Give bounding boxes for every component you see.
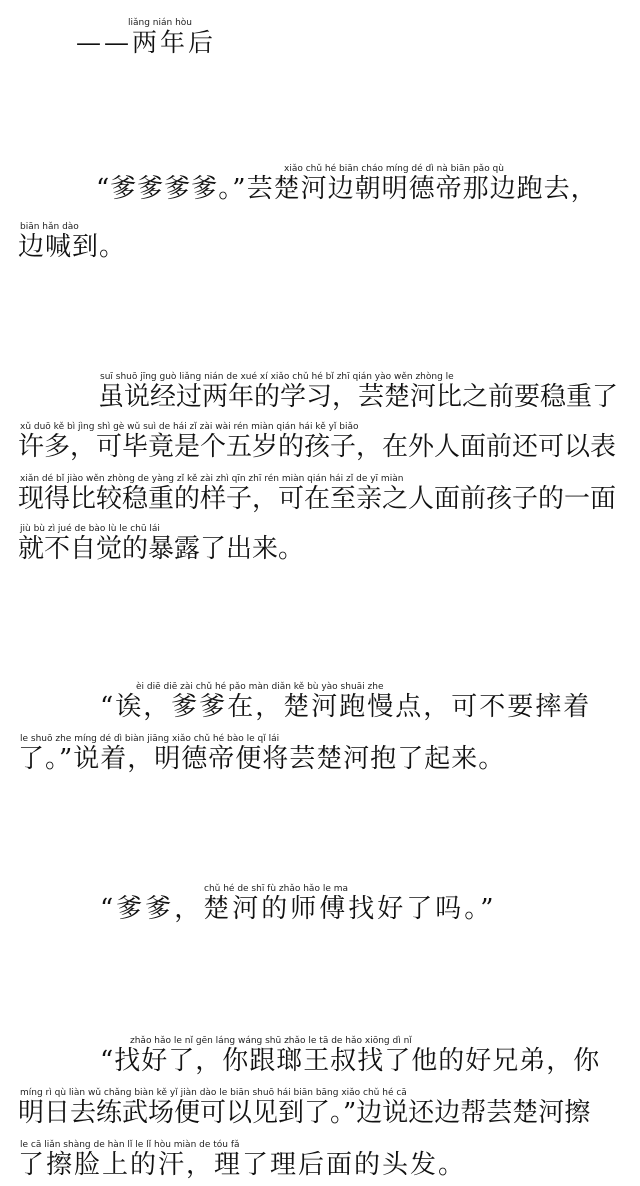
heading-text: ——两年后 [76,28,217,57]
line-text: “诶，爹爹在，楚河跑慢点，可不要摔着 [100,692,592,722]
line-text: “找好了，你跟瑯王叔找了他的好兄弟，你 [100,1046,601,1076]
line-pinyin: zhǎo hǎo le nǐ gēn láng wáng shū zhǎo le tā de hǎo xiōng dì nǐ [130,1036,412,1046]
line-pinyin: le shuō zhe míng dé dì biàn jiāng xiǎo chǔ hé bào le qǐ lái [20,734,280,744]
line-text: 现得比较稳重的样子，可在至亲之人面前孩子的一面 [18,484,617,514]
line-pinyin: chǔ hé de shī fù zhǎo hǎo le ma [204,884,348,894]
heading-pinyin: liǎng nián hòu [128,18,192,28]
line-text: 了。”说着，明德帝便将芸楚河抱了起来。 [18,744,506,774]
line-pinyin: le cā liǎn shàng de hàn lǐ le lǐ hòu miàn de tóu fǎ [20,1140,240,1150]
line-pinyin: míng rì qù liàn wǔ chǎng biàn kě yǐ jiàn dào le biān shuō hái biān bāng xiǎo chǔ hé cā [20,1088,407,1098]
line-text: 了擦脸上的汗，理了理后面的头发。 [18,1150,467,1180]
line-text: “爹爹，楚河的师傅找好了吗。” [100,894,497,924]
line-pinyin: xǔ duō kě bì jìng shì gè wǔ suì de hái zǐ zài wài rén miàn qián hái kě yǐ biǎo [20,422,359,432]
line-pinyin: biān hǎn dào [20,222,79,232]
line-text: “爹爹爹爹。”芸楚河边朝明德帝那边跑去， [96,174,598,204]
line-pinyin: xiǎo chǔ hé biān cháo míng dé dì nà biān pǎo qù [284,164,504,174]
line-text: 虽说经过两年的学习，芸楚河比之前要稳重了 [98,382,619,412]
line-text: 就不自觉的暴露了出来。 [18,534,305,564]
line-pinyin: xiǎn dé bǐ jiào wěn zhòng de yàng zǐ kě zài zhì qīn zhī rén miàn qián hái zǐ de yī miàn [20,474,404,484]
line-text: 许多，可毕竟是个五岁的孩子，在外人面前还可以表 [18,432,617,462]
line-pinyin: suī shuō jīng guò liǎng nián de xué xí xiǎo chǔ hé bǐ zhī qián yào wěn zhòng le [100,372,454,382]
line-text: 边喊到。 [18,232,127,262]
line-text: 明日去练武场便可以见到了。”边说还边帮芸楚河擦 [18,1098,591,1128]
line-pinyin: jiù bù zì jué de bào lù le chū lái [20,524,160,534]
line-pinyin: èi diē diē zài chǔ hé pǎo màn diǎn kě bù yào shuāi zhe [136,682,384,692]
